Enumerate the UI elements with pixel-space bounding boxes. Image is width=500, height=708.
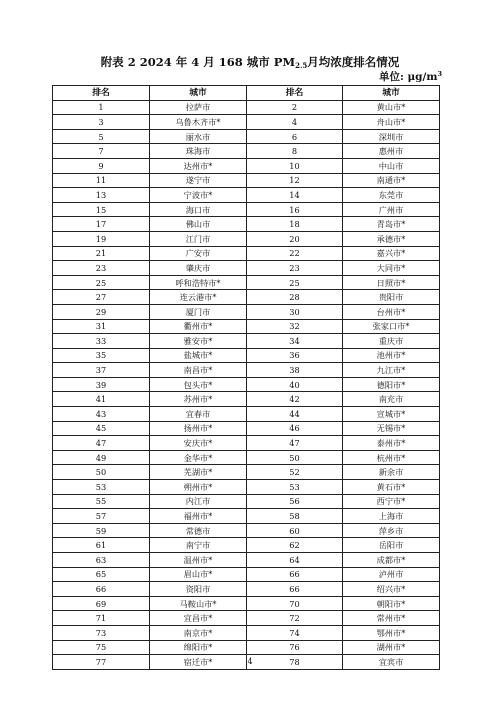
city-right-cell: 九江市* (343, 363, 440, 378)
rank-right-cell: 62 (247, 538, 343, 553)
header-rank-right: 排名 (247, 86, 343, 101)
header-city-left: 城市 (150, 86, 247, 101)
rank-right-cell: 40 (247, 377, 343, 392)
city-left-cell: 广安市 (150, 246, 247, 261)
rank-left-cell: 45 (53, 421, 150, 436)
city-right-cell: 岳阳市 (343, 538, 440, 553)
city-left-cell: 金华市* (150, 450, 247, 465)
city-right-cell: 南充市 (343, 392, 440, 407)
table-row (53, 611, 440, 626)
city-left-cell: 衢州市* (150, 319, 247, 334)
city-left-cell: 宜春市 (150, 407, 247, 422)
table-row (53, 100, 440, 115)
table-row (53, 465, 440, 480)
rank-right-cell: 42 (247, 392, 343, 407)
city-left-cell: 厦门市 (150, 304, 247, 319)
city-right-cell: 嘉兴市* (343, 246, 440, 261)
city-right-cell: 新余市 (343, 465, 440, 480)
city-left-cell: 扬州市* (150, 421, 247, 436)
city-right-cell: 杭州市* (343, 450, 440, 465)
rank-left-cell: 25 (53, 275, 150, 290)
city-left-cell: 呼和浩特市* (150, 275, 247, 290)
city-right-cell: 朝阳市* (343, 596, 440, 611)
rank-left-cell: 39 (53, 377, 150, 392)
rank-right-cell: 53 (247, 480, 343, 495)
table-row (53, 144, 440, 159)
rank-left-cell: 19 (53, 231, 150, 246)
city-right-cell: 南通市* (343, 173, 440, 188)
table-row (53, 625, 440, 640)
rank-left-cell: 7 (53, 144, 150, 159)
table-row (53, 494, 440, 509)
rank-left-cell: 43 (53, 407, 150, 422)
city-left-cell: 江门市 (150, 231, 247, 246)
rank-right-cell: 72 (247, 611, 343, 626)
city-right-cell: 舟山市* (343, 115, 440, 130)
table-row (53, 582, 440, 597)
table-row (53, 640, 440, 655)
table-row (53, 436, 440, 451)
rank-right-cell: 12 (247, 173, 343, 188)
rank-left-cell: 57 (53, 509, 150, 524)
rank-left-cell: 17 (53, 217, 150, 232)
rank-left-cell: 77 (53, 655, 150, 670)
rank-left-cell: 9 (53, 158, 150, 173)
unit-label (379, 69, 442, 84)
city-left-cell: 苏州市* (150, 392, 247, 407)
city-right-cell: 德阳市* (343, 377, 440, 392)
rank-left-cell: 29 (53, 304, 150, 319)
rank-left-cell: 55 (53, 494, 150, 509)
city-right-cell: 绍兴市* (343, 582, 440, 597)
city-right-cell: 黄山市* (343, 100, 440, 115)
rank-right-cell: 6 (247, 129, 343, 144)
city-right-cell: 上海市 (343, 509, 440, 524)
table-row (53, 480, 440, 495)
city-left-cell: 丽水市 (150, 129, 247, 144)
rank-left-cell: 5 (53, 129, 150, 144)
table-row (53, 115, 440, 130)
rank-right-cell: 66 (247, 567, 343, 582)
table-row (53, 129, 440, 144)
rank-left-cell: 1 (53, 100, 150, 115)
rank-left-cell: 37 (53, 363, 150, 378)
city-right-cell: 湖州市* (343, 640, 440, 655)
city-left-cell: 乌鲁木齐市* (150, 115, 247, 130)
city-left-cell: 南昌市* (150, 363, 247, 378)
city-left-cell: 朔州市* (150, 480, 247, 495)
table-row (53, 275, 440, 290)
city-right-cell: 中山市 (343, 158, 440, 173)
rank-right-cell: 18 (247, 217, 343, 232)
rank-left-cell: 15 (53, 202, 150, 217)
rank-left-cell: 31 (53, 319, 150, 334)
rank-left-cell: 27 (53, 290, 150, 305)
city-right-cell: 泰州市* (343, 436, 440, 451)
rank-left-cell: 66 (53, 582, 150, 597)
rank-left-cell: 41 (53, 392, 150, 407)
city-left-cell: 资阳市 (150, 582, 247, 597)
rank-right-cell: 70 (247, 596, 343, 611)
table-row (53, 173, 440, 188)
city-right-cell: 惠州市 (343, 144, 440, 159)
table-row (53, 202, 440, 217)
unit-text: 单位: μg/m (378, 71, 438, 83)
rank-left-cell: 65 (53, 567, 150, 582)
table-row (53, 304, 440, 319)
rank-left-cell: 71 (53, 611, 150, 626)
rank-left-cell: 13 (53, 188, 150, 203)
table-row (53, 377, 440, 392)
city-left-cell: 遂宁市 (150, 173, 247, 188)
table-row (53, 363, 440, 378)
city-left-cell: 宜昌市* (150, 611, 247, 626)
rank-right-cell: 28 (247, 290, 343, 305)
city-left-cell: 宿迁市* (150, 655, 247, 670)
city-right-cell: 台州市* (343, 304, 440, 319)
city-left-cell: 常德市 (150, 523, 247, 538)
city-right-cell: 深圳市 (343, 129, 440, 144)
city-right-cell: 张家口市* (343, 319, 440, 334)
rank-left-cell: 69 (53, 596, 150, 611)
rank-right-cell: 66 (247, 582, 343, 597)
ranking-table (52, 85, 440, 670)
city-right-cell: 承德市* (343, 231, 440, 246)
city-left-cell: 福州市* (150, 509, 247, 524)
table-row (53, 158, 440, 173)
city-right-cell: 西宁市* (343, 494, 440, 509)
table-header-row (53, 86, 440, 101)
city-left-cell: 安庆市* (150, 436, 247, 451)
city-right-cell: 宣城市* (343, 407, 440, 422)
table-row (53, 523, 440, 538)
city-right-cell: 泸州市 (343, 567, 440, 582)
table-row (53, 538, 440, 553)
city-left-cell: 珠海市 (150, 144, 247, 159)
table-row (53, 188, 440, 203)
city-right-cell: 重庆市 (343, 334, 440, 349)
city-right-cell: 大同市* (343, 261, 440, 276)
rank-right-cell: 76 (247, 640, 343, 655)
title-subscript: 2.5 (295, 61, 308, 70)
city-right-cell: 日照市* (343, 275, 440, 290)
rank-right-cell: 10 (247, 158, 343, 173)
table-row (53, 509, 440, 524)
city-left-cell: 眉山市* (150, 567, 247, 582)
city-right-cell: 贵阳市 (343, 290, 440, 305)
header-city-right: 城市 (343, 86, 440, 101)
rank-right-cell: 22 (247, 246, 343, 261)
city-left-cell: 肇庆市 (150, 261, 247, 276)
rank-right-cell: 46 (247, 421, 343, 436)
page-title (0, 54, 500, 70)
table-row (53, 334, 440, 349)
page-number: 4 (247, 657, 253, 666)
rank-right-cell: 4 (247, 115, 343, 130)
rank-left-cell: 73 (53, 625, 150, 640)
rank-right-cell: 78 (247, 655, 343, 670)
rank-right-cell: 36 (247, 348, 343, 363)
table-row (53, 450, 440, 465)
rank-left-cell: 47 (53, 436, 150, 451)
city-left-cell: 温州市* (150, 553, 247, 568)
rank-right-cell: 20 (247, 231, 343, 246)
city-left-cell: 雅安市* (150, 334, 247, 349)
city-right-cell: 广州市 (343, 202, 440, 217)
city-left-cell: 包头市* (150, 377, 247, 392)
city-left-cell: 达州市* (150, 158, 247, 173)
rank-right-cell: 30 (247, 304, 343, 319)
rank-left-cell: 11 (53, 173, 150, 188)
city-left-cell: 佛山市 (150, 217, 247, 232)
title-suffix: 月均浓度排名情况 (307, 55, 400, 69)
city-left-cell: 南京市* (150, 625, 247, 640)
city-left-cell: 拉萨市 (150, 100, 247, 115)
title-prefix: 附表 2 2024 年 4 月 168 城市 PM (100, 55, 296, 69)
city-right-cell: 鄂州市* (343, 625, 440, 640)
header-rank-left: 排名 (53, 86, 150, 101)
rank-right-cell: 2 (247, 100, 343, 115)
table-row (53, 421, 440, 436)
rank-right-cell: 16 (247, 202, 343, 217)
rank-left-cell: 75 (53, 640, 150, 655)
rank-left-cell: 49 (53, 450, 150, 465)
rank-right-cell: 58 (247, 509, 343, 524)
rank-left-cell: 63 (53, 553, 150, 568)
rank-left-cell: 21 (53, 246, 150, 261)
city-left-cell: 内江市 (150, 494, 247, 509)
city-left-cell: 芜湖市* (150, 465, 247, 480)
table-row (53, 319, 440, 334)
city-right-cell: 青岛市* (343, 217, 440, 232)
rank-right-cell: 38 (247, 363, 343, 378)
rank-right-cell: 64 (247, 553, 343, 568)
rank-right-cell: 56 (247, 494, 343, 509)
table-row (53, 290, 440, 305)
table-row (53, 392, 440, 407)
rank-right-cell: 60 (247, 523, 343, 538)
city-right-cell: 黄石市* (343, 480, 440, 495)
table-row (53, 567, 440, 582)
city-left-cell: 绵阳市* (150, 640, 247, 655)
city-left-cell: 南宁市 (150, 538, 247, 553)
city-right-cell: 东莞市 (343, 188, 440, 203)
rank-left-cell: 3 (53, 115, 150, 130)
city-right-cell: 无锡市* (343, 421, 440, 436)
rank-left-cell: 50 (53, 465, 150, 480)
city-right-cell: 成都市* (343, 553, 440, 568)
rank-right-cell: 14 (247, 188, 343, 203)
city-right-cell: 常州市* (343, 611, 440, 626)
table-row (53, 246, 440, 261)
rank-right-cell: 44 (247, 407, 343, 422)
city-right-cell: 宜宾市 (343, 655, 440, 670)
rank-right-cell: 25 (247, 275, 343, 290)
city-left-cell: 连云港市* (150, 290, 247, 305)
table-row (53, 261, 440, 276)
rank-right-cell: 74 (247, 625, 343, 640)
table-row (53, 596, 440, 611)
rank-right-cell: 32 (247, 319, 343, 334)
rank-left-cell: 53 (53, 480, 150, 495)
table-row (53, 348, 440, 363)
city-left-cell: 海口市 (150, 202, 247, 217)
city-left-cell: 宁波市* (150, 188, 247, 203)
city-right-cell: 萍乡市 (343, 523, 440, 538)
table-row (53, 553, 440, 568)
rank-right-cell: 34 (247, 334, 343, 349)
rank-left-cell: 61 (53, 538, 150, 553)
rank-left-cell: 33 (53, 334, 150, 349)
table-row (53, 407, 440, 422)
unit-superscript: 3 (437, 70, 442, 78)
table-row (53, 231, 440, 246)
rank-right-cell: 23 (247, 261, 343, 276)
rank-left-cell: 59 (53, 523, 150, 538)
rank-left-cell: 23 (53, 261, 150, 276)
table-body (53, 100, 440, 669)
table-row (53, 217, 440, 232)
rank-left-cell: 35 (53, 348, 150, 363)
rank-right-cell: 8 (247, 144, 343, 159)
rank-right-cell: 47 (247, 436, 343, 451)
city-left-cell: 盐城市* (150, 348, 247, 363)
rank-right-cell: 52 (247, 465, 343, 480)
rank-right-cell: 50 (247, 450, 343, 465)
city-right-cell: 池州市* (343, 348, 440, 363)
city-left-cell: 马鞍山市* (150, 596, 247, 611)
